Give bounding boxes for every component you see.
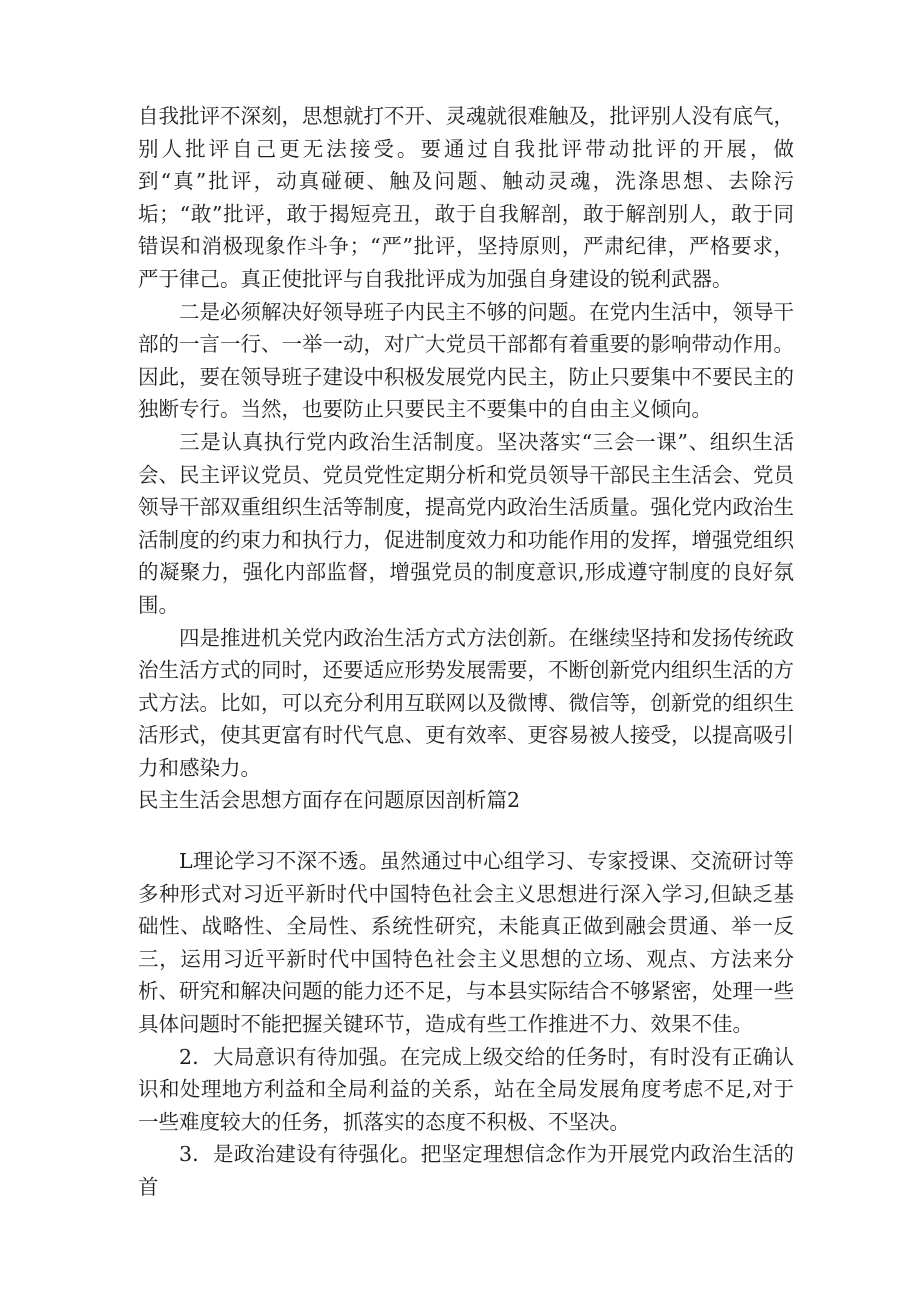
paragraph-p6: 2．大局意识有待加强。在完成上级交给的任务时，有时没有正确认识和处理地方利益和全局利益的关系，站在全局发展角度考虑不足,对于一些难度较大的任务，抓落实的态度不积极、不坚决。	[138, 1044, 794, 1134]
paragraph-p5: L理论学习不深不透。虽然通过中心组学习、专家授课、交流研讨等多种形式对习近平新时代中国特色社会主义思想进行深入学习,但缺乏基础性、战略性、全局性、系统性研究，未能真正做到融会贯通、举一反三，运用习近平新时代中国特色社会主义思想的立场、观点、方法来分析、研究和解决问题的能力还不足，与本县实际结合不够紧密，处理一些具体问题时不能把握关键环节，造成有些工作推进不力、效果不佳。	[138, 849, 794, 1037]
section-gap	[138, 817, 794, 845]
paragraph-p3: 三是认真执行党内政治生活制度。坚决落实“三会一课”、组织生活会、民主评议党员、党员党性定期分析和党员领导干部民主生活会、党员领导干部双重组织生活等制度，提高党内政治生活质量。强化党内政治生活制度的约束力和执行力，促进制度效力和功能作用的发挥，增强党组织的凝聚力，强化内部监督，增强党员的制度意识,形成遵守制度的良好氛围。	[138, 429, 794, 617]
document-page	[138, 100, 794, 1204]
paragraph-p4: 四是推进机关党内政治生活方式方法创新。在继续坚持和发扬传统政治生活方式的同时，还要适应形势发展需要，不断创新党内组织生活的方式方法。比如，可以充分利用互联网以及微博、微信等，创新党的组织生活形式，使其更富有时代气息、更有效率、更容易被人接受，以提高吸引力和感染力。	[138, 625, 794, 780]
paragraph-p2: 二是必须解决好领导班子内民主不够的问题。在党内生活中，领导干部的一言一行、一举一动，对广大党员干部都有着重要的影响带动作用。因此，要在领导班子建设中积极发展党内民主，防止只要集中不要民主的独断专行。当然，也要防止只要民主不要集中的自由主义倾向。	[138, 299, 794, 422]
section-heading: 民主生活会思想方面存在问题原因剖析篇2	[138, 788, 521, 813]
paragraph-p1: 自我批评不深刻，思想就打不开、灵魂就很难触及，批评别人没有底气，别人批评自己更无法接受。要通过自我批评带动批评的开展，做到“真”批评，动真碰硬、触及问题、触动灵魂，洗涤思想、去除污垢；“敢”批评，敢于揭短亮丑，敢于自我解剖，敢于解剖别人，敢于同错误和消极现象作斗争；“严”批评，坚持原则，严肃纪律，严格要求，严于律己。真正使批评与自我批评成为加强自身建设的锐利武器。	[138, 104, 794, 291]
document-body-part1	[138, 100, 794, 784]
paragraph-p7: 3．是政治建设有待强化。把坚定理想信念作为开展党内政治生活的首	[138, 1142, 794, 1199]
document-body-part2	[138, 845, 794, 1204]
